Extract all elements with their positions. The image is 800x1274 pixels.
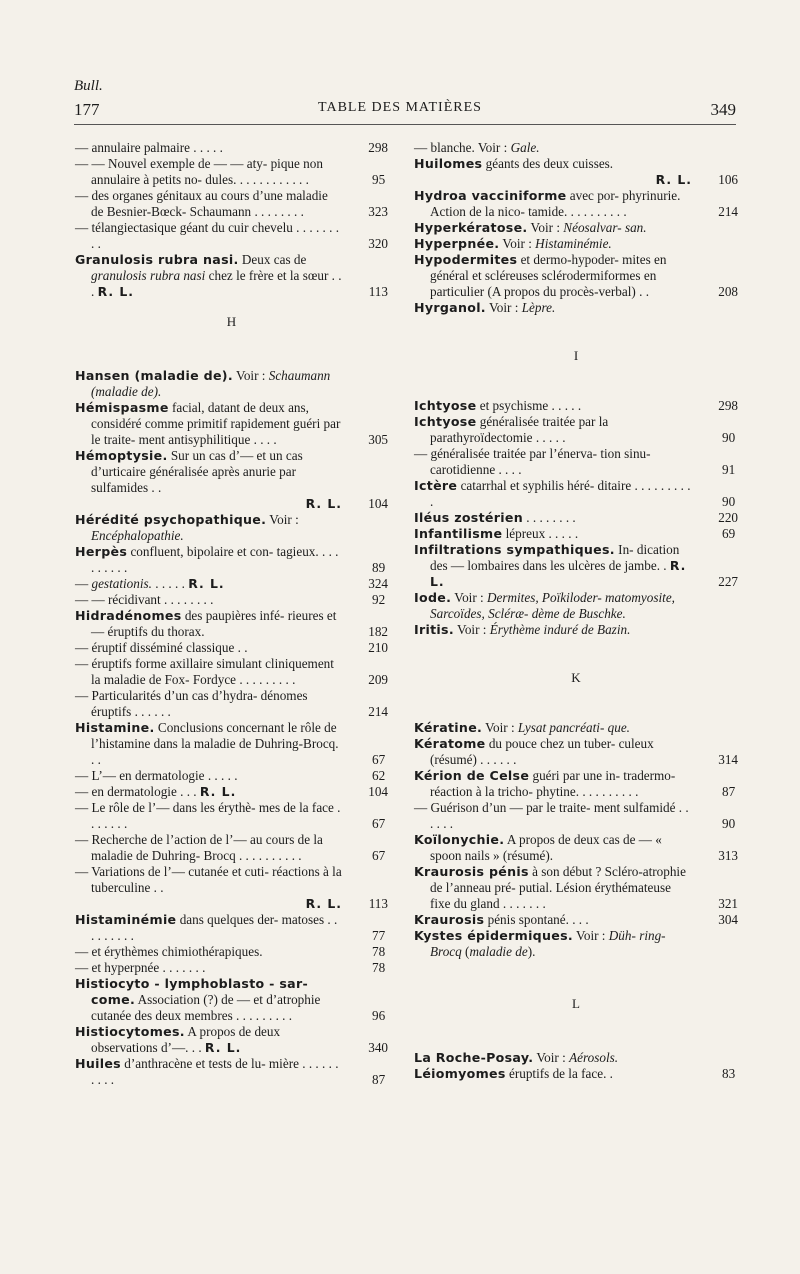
- index-entry: — blanche. Voir : Gale.: [414, 140, 540, 155]
- page-ref: 313: [718, 848, 738, 863]
- index-entry: Léiomyomes éruptifs de la face. . 83: [414, 1066, 736, 1081]
- index-entry: Granulosis rubra nasi. Deux cas de granulosis rubra nasi chez le frère et la sœur . . . R. L. 113: [75, 252, 388, 299]
- index-entry: Hérédité psychopathique. Voir : Encéphalopathie.: [75, 512, 299, 543]
- index-entry: Hémoptysie. Sur un cas d’— et un cas d’urticaire généralisée après anurie par sulfamides . . R. L. 104: [75, 448, 388, 511]
- index-entry: Ictère catarrhal et syphilis héré- ditaire . . . . . . . . . . 90: [414, 478, 736, 509]
- page-ref: 106: [718, 172, 738, 187]
- index-entry: Hyperpnée. Voir : Histaminémie.: [414, 236, 612, 251]
- index-entry: Kraurosis pénis à son début ? Scléro-atrophie de l’anneau pré- putial. Lésion érythémateuse fixe du gland . . . . . . . 321: [414, 864, 738, 911]
- page-ref: 104: [368, 496, 388, 511]
- index-entry: Kératome du pouce chez un tuber- culeux (résumé) . . . . . . 314: [414, 736, 738, 767]
- page-ref: 214: [718, 204, 738, 219]
- index-entry: Koïlonychie. A propos de deux cas de — « spoon nails » (résumé). 313: [414, 832, 738, 863]
- index-entry: Hansen (maladie de). Voir : Schaumann (maladie de).: [75, 368, 331, 399]
- index-entry: Histaminémie dans quelques der- matoses . . . . . . . . . 77: [75, 912, 386, 943]
- page-ref: 208: [718, 284, 738, 299]
- index-entry: Histiocytomes. A propos de deux observations d’—. . . R. L. 340: [75, 1024, 388, 1055]
- rl-marker: R. L.: [97, 284, 134, 299]
- index-entry: Infantilisme lépreux . . . . . 69: [414, 526, 736, 541]
- index-entry: — et hyperpnée . . . . . . . 78: [75, 960, 386, 975]
- index-entry: — annulaire palmaire . . . . . 298: [75, 140, 388, 155]
- page-ref: 304: [718, 912, 738, 927]
- page-ref: 227: [718, 574, 738, 589]
- index-entry: — Recherche de l’action de l’— au cours de la maladie de Duhring- Brocq . . . . . . . . . . 67: [75, 832, 386, 863]
- index-entry: Infiltrations sympathiques. In- dication des — lombaires dans les ulcères de jambe. . R. L. 227: [414, 542, 738, 589]
- section-letter-l: L: [572, 996, 580, 1011]
- section-letter-h: H: [226, 314, 237, 329]
- page-title: TABLE DES MATIÈRES: [318, 100, 482, 115]
- page-ref: 320: [368, 236, 388, 251]
- index-entry: Hypodermites et dermo-hypoder- mites en général et scléreuses sclérodermiformes en particulier (A propos du procès-verbal) . . 208: [414, 252, 738, 299]
- page-ref: 113: [368, 896, 388, 911]
- index-entry: Huiles d’anthracène et tests de lu- mière . . . . . . . . . . 87: [75, 1056, 386, 1087]
- page-ref: 340: [368, 1040, 388, 1055]
- page-ref: 214: [368, 704, 388, 719]
- index-entry: — généralisée traitée par l’énerva- tion sinu-carotidienne . . . . 91: [414, 446, 736, 477]
- index-entry: Kérion de Celse guéri par une in- tradermo-réaction à la tricho- phytine. . . . . . . . . . 87: [414, 768, 736, 799]
- page-ref: 305: [368, 432, 388, 447]
- index-entry: — des organes génitaux au cours d’une maladie de Besnier-Bœck- Schaumann . . . . . . . . 323: [75, 188, 388, 219]
- page-ref: 113: [368, 284, 388, 299]
- index-entry: — Le rôle de l’— dans les érythè- mes de la face . . . . . . . 67: [75, 800, 386, 831]
- page-ref: 298: [718, 398, 738, 413]
- index-entry: — gestationis. . . . . . R. L. 324: [75, 576, 388, 591]
- index-entry: La Roche-Posay. Voir : Aérosols.: [414, 1050, 619, 1065]
- page-ref: 324: [368, 576, 388, 591]
- index-entry: — et érythèmes chimiothérapiques. 78: [75, 944, 386, 959]
- index-entry: — Guérison d’un — par le traite- ment sulfamidé . . . . . . 90: [414, 800, 736, 831]
- page-ref: 210: [368, 640, 388, 655]
- index-entry: Kraurosis pénis spontané. . . . 304: [414, 912, 738, 927]
- index-entry: Ichtyose généralisée traitée par la parathyroïdectomie . . . . . 90: [414, 414, 736, 445]
- page-ref: 104: [368, 784, 388, 799]
- index-entry: — — récidivant . . . . . . . . 92: [75, 592, 386, 607]
- section-letter-i: I: [573, 348, 579, 363]
- index-entry: — éruptifs forme axillaire simulant cliniquement la maladie de Fox- Fordyce . . . . . . . . . 209: [75, 656, 388, 687]
- index-entry: — télangiectasique géant du cuir chevelu . . . . . . . . . 320: [75, 220, 388, 251]
- index-entry: Hyrganol. Voir : Lèpre.: [414, 300, 556, 315]
- index-entry: Hyperkératose. Voir : Néosalvar- san.: [414, 220, 647, 235]
- index-entry: Histamine. Conclusions concernant le rôle de l’histamine dans la maladie de Duhring-Brocq. . . 67: [75, 720, 386, 767]
- index-entry: Herpès confluent, bipolaire et con- tagieux. . . . . . . . . . 89: [75, 544, 386, 575]
- page-ref: 314: [718, 752, 738, 767]
- section-letter-k: K: [571, 670, 581, 685]
- index-entry: Iode. Voir : Dermites, Poïkiloder- matomyosite, Sarcoïdes, Scléræ- dème de Buschke.: [414, 590, 675, 621]
- index-entry: — en dermatologie . . . R. L. 104: [75, 784, 388, 799]
- page-ref: 220: [718, 510, 738, 525]
- header-rule: [74, 124, 736, 125]
- index-entry: Kystes épidermiques. Voir : Düh- ring-Brocq (maladie de).: [414, 928, 666, 959]
- index-entry: Kératine. Voir : Lysat pancréati- que.: [414, 720, 630, 735]
- index-entry: Hidradénomes des paupières infé- rieures et — éruptifs du thorax. 182: [75, 608, 388, 639]
- running-head-left-number: 177: [74, 100, 100, 119]
- index-entry: — Particularités d’un cas d’hydra- dénomes éruptifs . . . . . . 214: [75, 688, 388, 719]
- index-entry: — — Nouvel exemple de — — aty- pique non annulaire à petits no- dules. . . . . . . . . . . . 95: [75, 156, 386, 187]
- page-ref: 182: [368, 624, 388, 639]
- index-column-right: [414, 140, 738, 1082]
- page-ref: 321: [718, 896, 738, 911]
- running-head-bull: Bull.: [74, 78, 103, 94]
- index-entry: Iléus zostérien . . . . . . . . 220: [414, 510, 738, 525]
- index-entry: — Variations de l’— cutanée et cuti- réactions à la tuberculine . . R. L. 113: [75, 864, 388, 911]
- index-entry: Iritis. Voir : Érythème induré de Bazin.: [414, 622, 631, 637]
- page-ref: 323: [368, 204, 388, 219]
- index-entry: — éruptif disséminé classique . . 210: [75, 640, 388, 655]
- page-ref: 209: [368, 672, 388, 687]
- page-number: 349: [710, 100, 736, 119]
- entry-keyword: Granulosis rubra nasi.: [75, 252, 239, 267]
- index-entry: — L’— en dermatologie . . . . . 62: [75, 768, 386, 783]
- index-column-left: [75, 140, 388, 1088]
- index-entry: Hydroa vacciniforme avec por- phyrinurie. Action de la nico- tamide. . . . . . . . . . 214: [414, 188, 738, 219]
- page-ref: 298: [368, 140, 388, 155]
- index-entry: Histiocyto - lymphoblasto - sar- come. Association (?) de — et d’atrophie cutanée des deux membres . . . . . . . . . 96: [75, 976, 386, 1023]
- index-entry: Ichtyose et psychisme . . . . . 298: [414, 398, 738, 413]
- index-entry: Huilomes géants des deux cuisses. R. L. 106: [414, 156, 738, 187]
- index-entry: Hémispasme facial, datant de deux ans, considéré comme primitif rapidement guéri par le traite- ment antisyphilitique . . . . 305: [75, 400, 388, 447]
